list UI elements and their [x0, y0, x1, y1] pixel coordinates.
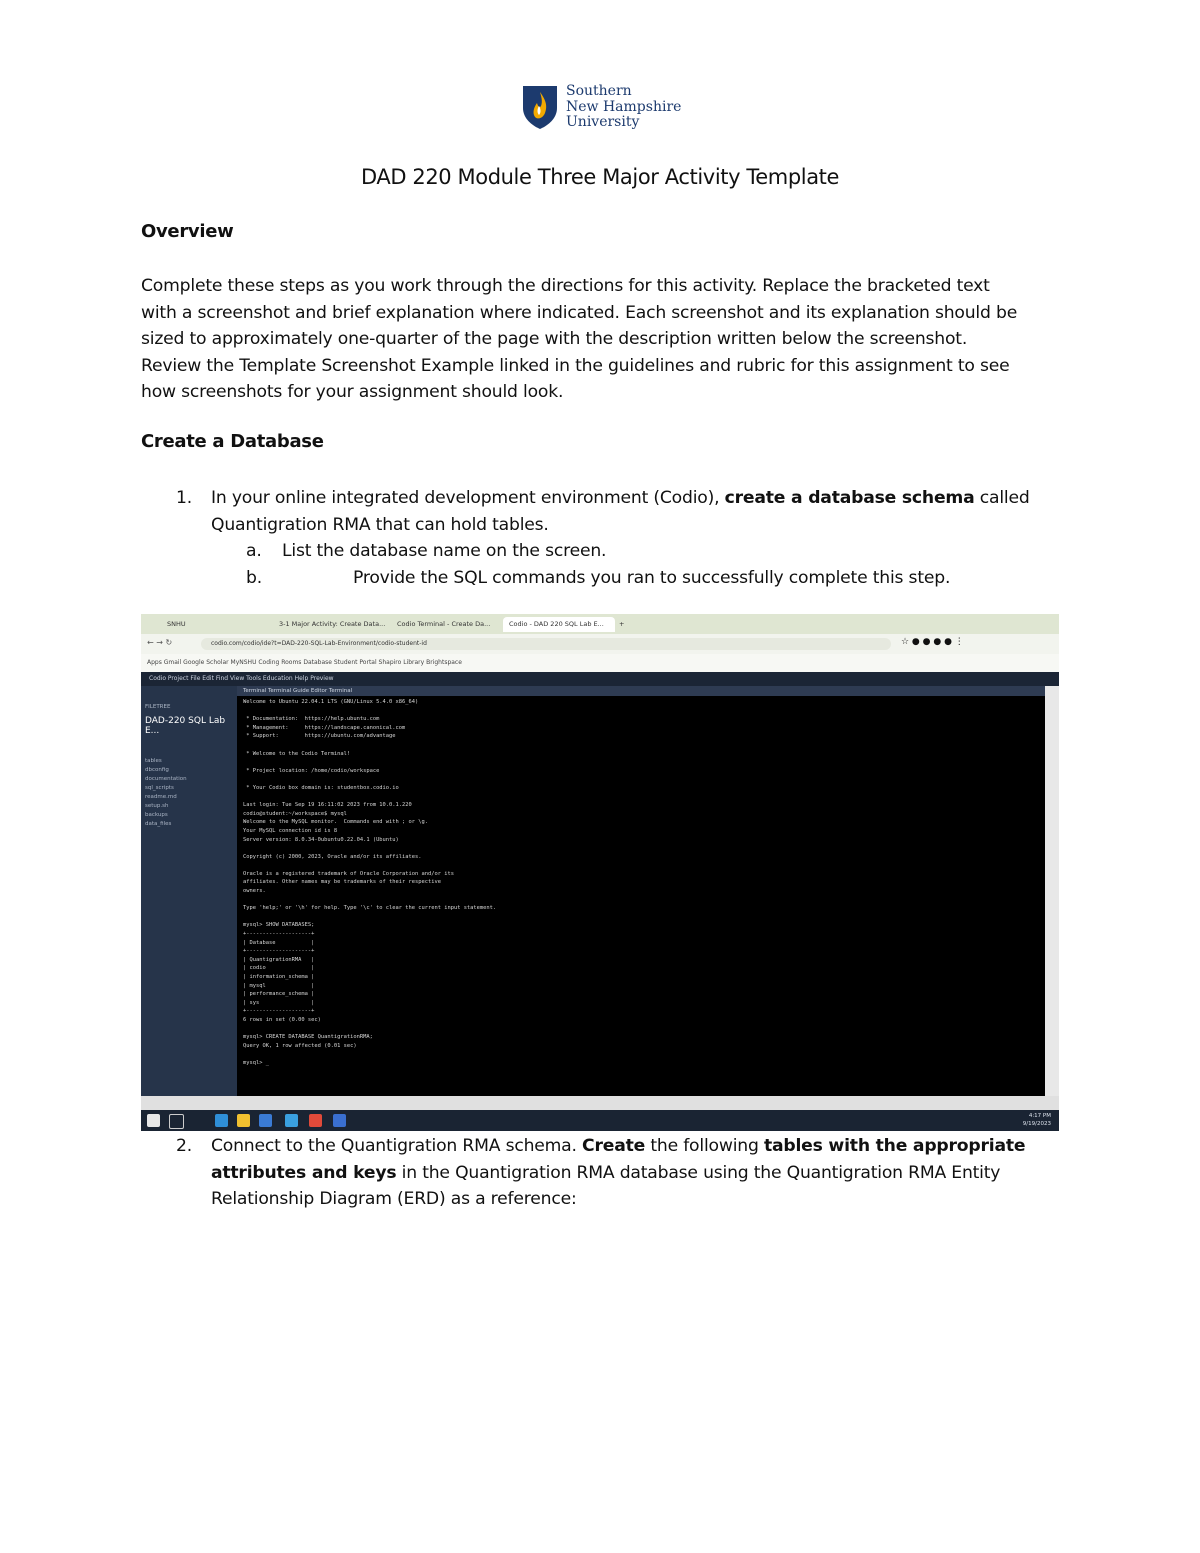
step-2-line2-bold: attributes and keys [211, 1162, 397, 1183]
filetree-item: setup.sh [145, 803, 169, 809]
start-icon [147, 1114, 160, 1127]
filetree-item: backups [145, 812, 168, 818]
step-2-line2-post: in the Quantigration RMA database using the Quantigration RMA Entity [396, 1162, 1001, 1183]
nav-arrows-icon: ← → ↻ [147, 638, 173, 647]
step-1-text-bold: create a database schema [724, 488, 975, 508]
overview-line: Review the Template Screenshot Example linked in the guidelines and rubric for this assignment to see [141, 355, 1010, 376]
step-1-number: 1. [176, 488, 192, 508]
project-title: DAD-220 SQL Lab E... [145, 716, 226, 736]
step-2-text-bold2: tables with the appropriate [763, 1136, 1026, 1156]
step-1-text-pre: In your online integrated development environment (Codio), [211, 488, 725, 508]
step-2-text [211, 1133, 1061, 1213]
terminal-output: Welcome to Ubuntu 22.04.1 LTS (GNU/Linux 5.4.0 x86_64) * Documentation: https://help.ubuntu.com * Management: https://landscape.canonical.com * Support: https://ubuntu.com/advantage * Welcome to the Codio Terminal! * Project location: /home/codio/workspace * Your Codio box domain is: studentbox.codio.io Last login: Tue Sep 19 16:11:02 2023 from 10.0.1.220 codio@student:~/workspace$ mysql Welcome to the MySQL monitor. Commands end with ; or \g. Your MySQL connection id is 8 Server version: 8.0.34-0ubuntu0.22.04.1 (Ubuntu) Copyright (c) 2000, 2023, Oracle and/or its affiliates. Oracle is a registered trademark of Oracle Corporation and/or its affiliates. Other names may be trademarks of their respective owners. Type 'help;' or '\h' for help. Type '\c' to clear the current input statement. mysql> SHOW DATABASES; +--------------------+ | Database | +--------------------+ | QuantigrationRMA | | codio | | information_schema | | mysql | | performance_schema | | sys | +--------------------+ 6 rows in set (0.00 sec) mysql> CREATE DATABASE QuantigrationRMA; Query OK, 1 row affected (0.01 sec) mysql> _ [243, 699, 497, 1066]
step-1-text [211, 485, 1061, 538]
extensions-icons: ☆ ● ● ● ● ⋮ [901, 637, 964, 647]
step-2-number: 2. [176, 1136, 192, 1156]
codio-filetree [141, 686, 237, 1096]
step-2-text-pre: Connect to the Quantigration RMA schema. [211, 1136, 583, 1156]
logo-line-2: New Hampshire [566, 98, 682, 115]
filetree-item: tables [145, 758, 162, 764]
step-2-text-bold1: Create [582, 1136, 646, 1156]
step-1-text-line2: Quantigration RMA that can hold tables. [211, 514, 549, 535]
taskbar-clock [1023, 1112, 1051, 1128]
new-tab-button: + [619, 620, 625, 628]
url-field: codio.com/codio/ide?t=DAD-220-SQL-Lab-Environment/codio-student-id [201, 638, 891, 650]
step-1b-label: b. [246, 568, 262, 588]
browser-tab-active: Codio - DAD 220 SQL Lab E... [503, 617, 615, 632]
filetree-item: documentation [145, 776, 187, 782]
app-icon [333, 1114, 346, 1127]
terminal-scrollbar [1045, 686, 1059, 1096]
folder-icon [237, 1114, 250, 1127]
browser-tab: Codio Terminal - Create Da... [397, 620, 491, 628]
snhu-shield-icon [521, 84, 559, 130]
step-2-text-mid: the following [645, 1136, 764, 1156]
step-2-line3: Relationship Diagram (ERD) as a reference: [211, 1189, 577, 1209]
edge-icon [215, 1114, 228, 1127]
overview-line: sized to approximately one-quarter of the page with the description written below the screenshot. [141, 329, 968, 349]
chrome-icon [309, 1114, 322, 1127]
document-title: DAD 220 Module Three Major Activity Template [360, 165, 840, 189]
step-1a-text: List the database name on the screen. [282, 541, 607, 561]
browser-tab-bar [141, 614, 1059, 634]
filetree-item: data_files [145, 821, 172, 827]
step-1b-text: Provide the SQL commands you ran to successfully complete this step. [353, 568, 951, 588]
overview-line: how screenshots for your assignment should look. [141, 382, 564, 402]
windows-taskbar [141, 1110, 1059, 1131]
clock-date: 9/19/2023 [1022, 1121, 1051, 1127]
clock-time: 4:17 PM [1028, 1113, 1051, 1119]
codio-screenshot [141, 614, 1059, 1131]
filetree-item: readme.md [145, 794, 177, 800]
overview-heading: Overview [141, 221, 234, 242]
store-icon [259, 1114, 272, 1127]
bookmarks-bar: Apps Gmail Google Scholar MyNSHU Coding Rooms Database Student Portal Shapiro Library Brightspace [141, 654, 1059, 672]
search-icon [169, 1114, 184, 1129]
overview-line: Complete these steps as you work through the directions for this activity. Replace the bracketed text [141, 276, 990, 296]
browser-address-bar [141, 634, 1059, 654]
codio-menu-bar: Codio Project File Edit Find View Tools Education Help Preview [141, 672, 1059, 686]
logo-line-3: University [566, 114, 640, 130]
step-1a-label: a. [246, 541, 262, 561]
snhu-logo [521, 84, 681, 132]
logo-line-1: Southern [566, 83, 632, 99]
overview-paragraph [141, 273, 1061, 406]
browser-tab: 3-1 Major Activity: Create Data... [279, 620, 386, 628]
filetree-item: dbconfig [145, 767, 169, 773]
app-icon [285, 1114, 298, 1127]
filetree-label: FILETREE [145, 704, 171, 710]
terminal-panel [237, 686, 1045, 1096]
overview-line: with a screenshot and brief explanation where indicated. Each screenshot and its explanation should be [141, 302, 1018, 323]
step-1-text-post: called [974, 488, 1030, 508]
filetree-item: sql_scripts [145, 785, 174, 791]
horizontal-scrollbar [141, 1096, 1059, 1110]
terminal-tabs: Terminal Terminal Guide Editor Terminal [237, 686, 1045, 696]
browser-tab: SNHU [167, 620, 186, 628]
create-database-heading: Create a Database [141, 431, 324, 452]
